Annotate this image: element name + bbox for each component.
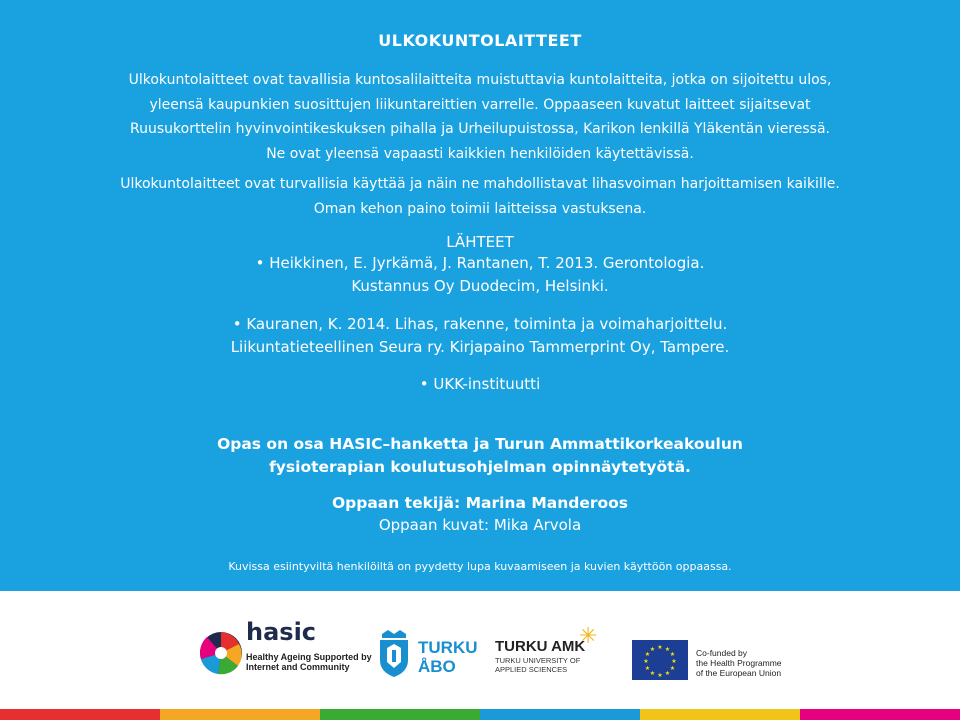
intro-line: Ulkokuntolaitteet ovat tavallisia kuntosalilaitteita muistuttavia kuntolaitteita, jotka on sijoitettu ulos, bbox=[128, 72, 832, 88]
svg-text:★: ★ bbox=[643, 658, 649, 665]
turku-crest-icon bbox=[376, 628, 412, 678]
svg-text:★: ★ bbox=[657, 644, 663, 651]
stripe-segment bbox=[0, 709, 160, 720]
reference-line: • Kauranen, K. 2014. Lihas, rakenne, toiminta ja voimaharjoittelu. bbox=[232, 315, 728, 333]
svg-text:★: ★ bbox=[669, 665, 676, 672]
svg-text:★: ★ bbox=[649, 670, 656, 677]
eu-text-line: Co-funded by bbox=[696, 648, 748, 658]
consent-note: Kuvissa esiintyviltä henkilöiltä on pyydetty lupa kuvaamiseen ja kuvien käyttöön oppaassa. bbox=[228, 560, 732, 573]
reference-item bbox=[60, 252, 900, 298]
turku-abo-logo bbox=[376, 628, 478, 678]
eu-text-line: the Health Programme bbox=[696, 658, 782, 668]
hasic-subtitle-line: Healthy Ageing Supported by bbox=[246, 652, 372, 662]
stripe-segment bbox=[160, 709, 320, 720]
eu-funding-text bbox=[696, 648, 782, 678]
svg-text:★: ★ bbox=[664, 670, 671, 677]
reference-line: Liikuntatieteellinen Seura ry. Kirjapaino Tammerprint Oy, Tampere. bbox=[230, 338, 730, 356]
turku-wordmark bbox=[418, 638, 478, 676]
intro-line: Ruusukorttelin hyvinvointikeskuksen pihalla ja Urheilupuistossa, Karikon lenkillä Yläkentän vieressä. bbox=[130, 121, 830, 137]
reference-line: Kustannus Oy Duodecim, Helsinki. bbox=[351, 277, 609, 295]
reference-line: • UKK-instituutti bbox=[419, 375, 541, 393]
eu-funding-logo bbox=[632, 640, 782, 682]
page-title: ULKOKUNTOLAITTEET bbox=[378, 31, 582, 50]
stripe-segment bbox=[320, 709, 480, 720]
amk-subtitle bbox=[495, 656, 580, 674]
reference-item bbox=[60, 373, 900, 396]
project-note-line: Opas on osa HASIC–hanketta ja Turun Ammattikorkeakoulun bbox=[217, 435, 743, 453]
project-note bbox=[60, 433, 900, 479]
svg-text:★: ★ bbox=[644, 665, 651, 672]
hasic-subtitle bbox=[246, 652, 372, 672]
svg-text:★: ★ bbox=[657, 672, 663, 679]
intro-paragraph bbox=[60, 68, 900, 166]
turku-word-line: ÅBO bbox=[418, 657, 456, 676]
amk-subtitle-line: TURKU UNIVERSITY OF bbox=[495, 656, 581, 665]
reference-item bbox=[60, 313, 900, 359]
photo-credit: Oppaan kuvat: Mika Arvola bbox=[378, 516, 582, 534]
turku-amk-logo bbox=[495, 624, 599, 674]
intro-line: yleensä kaupunkien suosittujen liikuntareittien varrelle. Oppaaseen kuvatut laitteet sijaitsevat bbox=[149, 96, 811, 113]
svg-text:★: ★ bbox=[664, 646, 671, 653]
safety-line: Ulkokuntolaitteet ovat turvallisia käyttää ja näin ne mahdollistavat lihasvoiman harjoittamisen kaikille. bbox=[120, 176, 840, 192]
color-stripe bbox=[0, 709, 960, 720]
eu-text-line: of the European Union bbox=[696, 668, 782, 678]
sun-star-icon: ✳ bbox=[579, 624, 598, 649]
stripe-segment bbox=[800, 709, 960, 720]
reference-line: • Heikkinen, E. Jyrkämä, J. Rantanen, T. 2013. Gerontologia. bbox=[255, 254, 705, 272]
safety-line: Oman kehon paino toimii laitteissa vastuksena. bbox=[313, 200, 647, 217]
svg-text:★: ★ bbox=[671, 658, 677, 665]
author-credit: Oppaan tekijä: Marina Manderoos bbox=[331, 494, 629, 512]
amk-wordmark: TURKU AMK bbox=[495, 638, 586, 655]
eu-flag-icon bbox=[632, 640, 688, 680]
hasic-subtitle-line: Internet and Community bbox=[246, 662, 350, 672]
svg-text:★: ★ bbox=[649, 646, 656, 653]
turku-word-line: TURKU bbox=[418, 638, 478, 657]
svg-text:★: ★ bbox=[669, 651, 676, 658]
svg-text:★: ★ bbox=[644, 651, 651, 658]
hasic-logo bbox=[198, 618, 372, 684]
hasic-wordmark: hasic bbox=[246, 618, 317, 646]
stripe-segment bbox=[480, 709, 640, 720]
stripe-segment bbox=[640, 709, 800, 720]
safety-paragraph bbox=[60, 172, 900, 221]
project-note-line: fysioterapian koulutusohjelman opinnäytetyötä. bbox=[269, 458, 691, 476]
sources-heading: LÄHTEET bbox=[446, 233, 514, 251]
intro-line: Ne ovat yleensä vapaasti kaikkien henkilöiden käytettävissä. bbox=[266, 145, 694, 162]
hasic-emblem-icon bbox=[198, 622, 244, 684]
amk-subtitle-line: APPLIED SCIENCES bbox=[495, 665, 568, 674]
